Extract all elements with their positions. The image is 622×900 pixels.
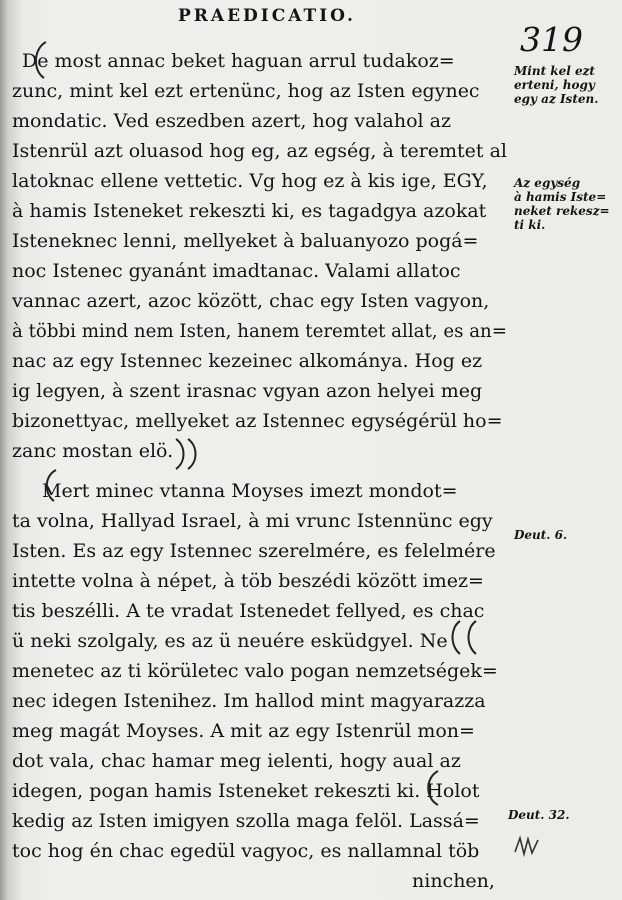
line-text: ninchen, [412,870,495,892]
text-line [12,506,512,536]
text-line [12,286,512,316]
line-text: Isten. Es az egy Istennec szerelmére, es felelmére [12,540,496,562]
line-text: à többi mind nem Isten, hanem teremtet allat, es an= [12,320,507,342]
text-line [12,316,512,346]
text-line [12,836,512,866]
text-line [12,626,512,656]
line-text: menetec az ti körületec valo pogan nemzetségek= [12,660,498,682]
line-text: latoknac ellene vettetic. Vg hog ez à kis ige, EGY, [12,170,488,192]
line-text: tis beszélli. A te vradat Istenedet fellyed, es chac [12,600,485,622]
handwritten-scribble [512,834,542,860]
text-line [12,196,512,226]
handwritten-bracket-open [30,40,50,80]
text-line [12,656,512,686]
running-header: PRAEDICATIO. [178,6,356,26]
line-text: meg magát Moyses. A mit az egy Istenrül mon= [12,720,475,742]
line-text: zanc mostan elö. [12,440,174,462]
line-text: Mert minec vtanna Moyses imezt mondot= [42,480,458,502]
line-text: kedig az Isten imigyen szolla maga felöl. Lassá= [12,810,480,832]
text-line [12,376,512,406]
handwritten-bracket-open [40,468,60,504]
line-text: dot vala, chac hamar meg ielenti, hogy aual az [12,750,461,772]
line-text: intette volna à népet, à töb beszédi között imez= [12,570,484,592]
margin-note: Mint kel ezt erteni, hogy egy az Isten. [514,64,599,106]
line-text: à hamis Isteneket rekeszti ki, es tagadgya azokat [12,200,487,222]
line-text: De most annac beket haguan arrul tudakoz= [22,50,455,72]
line-text: ig legyen, à szent irasnac vgyan azon helyei meg [12,380,483,402]
line-text: Istenrül azt oluasod hog eg, az egség, à teremtet al [12,140,507,162]
line-text: zunc, mint kel ezt ertenünc, hog az Isten egynec [12,80,480,102]
line-text: nac az egy Istennec kezeinec alkománya. Hog ez [12,350,483,372]
text-line [12,536,512,566]
line-text: Isteneknec lenni, mellyeket à baluanyozo pogá= [12,230,479,252]
text-line [12,76,512,106]
handwritten-bracket-open [448,618,482,658]
margin-note: Deut. 32. [508,808,570,822]
text-line [12,476,512,506]
text-line [12,106,512,136]
text-line [12,596,512,626]
text-line [12,136,512,166]
line-text: noc Istenec gyanánt imadtanac. Valami allatoc [12,260,461,282]
text-line [12,166,512,196]
text-line [12,686,512,716]
text-line [12,806,512,836]
line-text: vannac azert, azoc között, chac egy Isten vagyon, [12,290,490,312]
text-line [12,346,512,376]
handwritten-bracket-close [172,436,206,472]
text-line [12,716,512,746]
text-line [12,566,512,596]
margin-note: Az egység à hamis Iste= neket rekesz= ti ki. [514,176,610,232]
text-line [12,406,512,436]
line-text: nec idegen Istenihez. Im hallod mint magyarazza [12,690,486,712]
line-text: toc hog én chac egedül vagyoc, es nallamnal töb [12,840,480,862]
text-line [12,436,512,466]
paragraph-gap [12,466,512,476]
text-line [12,256,512,286]
text-line [12,866,512,896]
line-text: ü neki szolgaly, es az ü neuére esküdgyel. Ne [12,630,448,652]
margin-note: Deut. 6. [514,528,568,542]
page-number: 319 [520,20,583,59]
line-text: ta volna, Hallyad Israel, à mi vrunc Istennünc egy [12,510,493,532]
line-text: mondatic. Ved eszedben azert, hog valahol az [12,110,451,132]
line-text: bizonettyac, mellyeket az Istennec egységérül ho= [12,410,503,432]
handwritten-bracket-open [420,768,442,808]
line-text: idegen, pogan hamis Isteneket rekeszti ki. Holot [12,780,480,802]
text-line [12,46,512,76]
text-line [12,226,512,256]
